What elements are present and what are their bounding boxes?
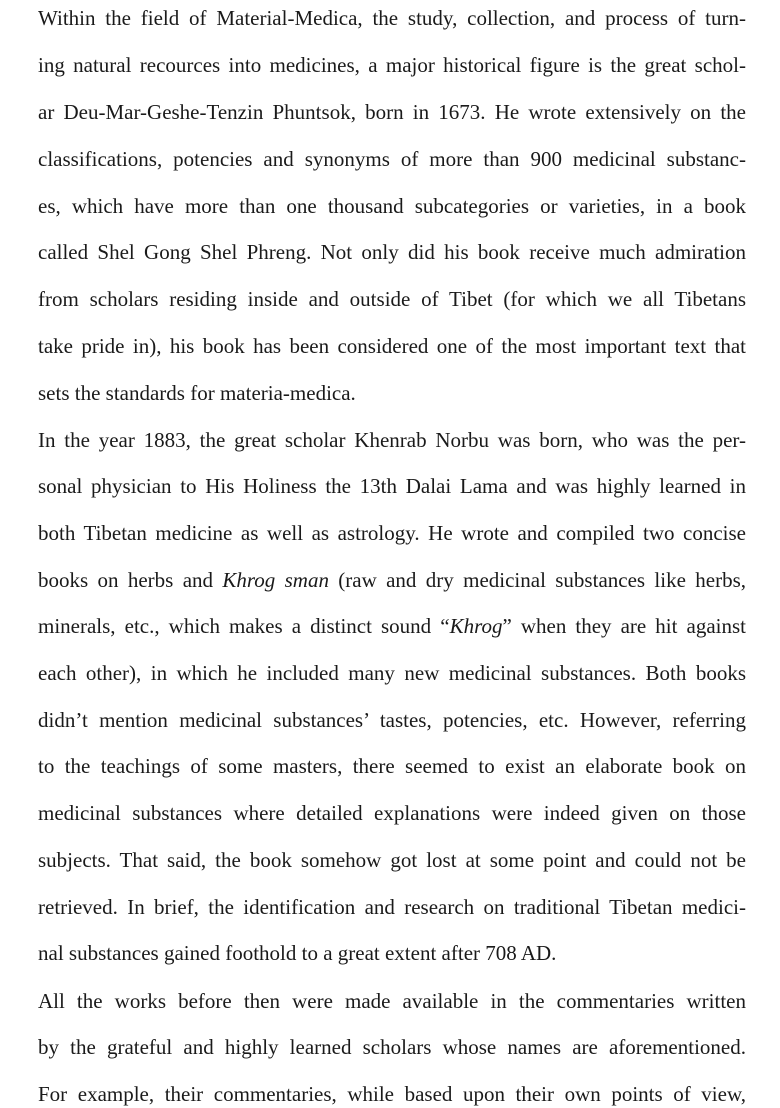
text-line: ar Deu-Mar-Geshe-Tenzin Phuntsok, born in 1673. He wrote extensively on the [38,100,746,124]
text-line [38,566,746,594]
text-line: medicinal substances where detailed explanations were indeed given on those [38,801,746,825]
text-segment: ” when they are hit against [502,614,747,638]
text-line: es, which have more than one thousand subcategories or varieties, in a book [38,194,746,218]
text-line: classifications, potencies and synonyms of more than 900 medicinal substanc- [38,147,746,171]
text-line: from scholars residing inside and outside of Tibet (for which we all Tibetans [38,287,746,311]
text-line: Within the field of Material-Medica, the study, collection, and process of turn- [38,6,746,30]
text-line: For example, their commentaries, while based upon their own points of view, [38,1082,746,1106]
italic-term: Khrog sman [222,568,329,592]
text-line: sonal physician to His Holiness the 13th Dalai Lama and was highly learned in [38,474,746,498]
text-line: called Shel Gong Shel Phreng. Not only did his book receive much admiration [38,240,746,264]
text-line: each other), in which he included many new medicinal substances. Both books [38,661,746,685]
text-line [38,612,746,640]
text-line: nal substances gained foothold to a great extent after 708 AD. [38,941,557,965]
text-line: sets the standards for materia-medica. [38,381,356,405]
text-line: All the works before then were made available in the commentaries written [38,989,746,1013]
text-segment: minerals, etc., which makes a distinct sound “ [38,614,450,638]
text-line: to the teachings of some masters, there seemed to exist an elaborate book on [38,754,746,778]
text-line: In the year 1883, the great scholar Khenrab Norbu was born, who was the per- [38,428,746,452]
text-segment: (raw and dry medicinal substances like herbs, [328,568,746,592]
text-line: didn’t mention medicinal substances’ tastes, potencies, etc. However, referring [38,708,746,732]
text-line: take pride in), his book has been considered one of the most important text that [38,334,746,358]
text-line: ing natural recources into medicines, a major historical figure is the great schol- [38,53,746,77]
text-line: retrieved. In brief, the identification and research on traditional Tibetan medici- [38,895,746,919]
text-line: by the grateful and highly learned scholars whose names are aforementioned. [38,1035,746,1059]
text-line: both Tibetan medicine as well as astrology. He wrote and compiled two concise [38,521,746,545]
italic-term: Khrog [449,614,503,638]
text-line: subjects. That said, the book somehow got lost at some point and could not be [38,848,746,872]
text-segment: books on herbs and [38,568,223,592]
